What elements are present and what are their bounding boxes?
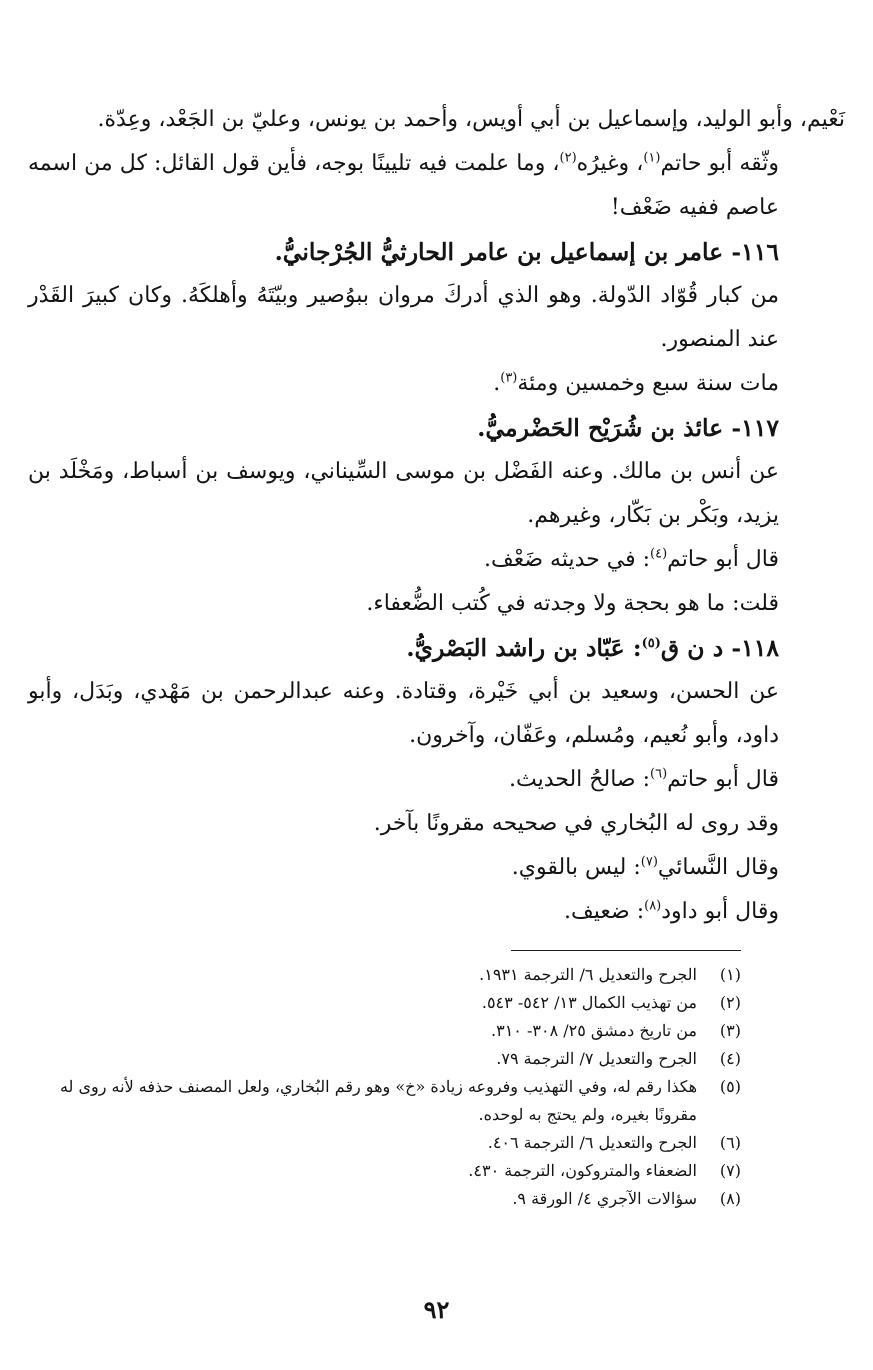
footnote-item: (١) الجرح والتعديل ٦/ الترجمة ١٩٣١. bbox=[479, 965, 741, 984]
footnote-ref-8[interactable]: (٨) bbox=[644, 898, 662, 914]
paragraph-12: وقال أبو داود$^{(٨)}$: ضعيف. bbox=[564, 898, 779, 924]
entry-heading-117: ١١٧- عائذ بن شُرَيْح الحَضْرميُّ. bbox=[477, 414, 779, 442]
paragraph-3: من كبار قُوّاد الدّولة. وهو الذي أدركَ مروان ببوُصير وبيّتَهُ وأهلكَهُ. وكان كبيرَ القَدْر عند المنصور. bbox=[28, 283, 779, 352]
footnote-ref-3[interactable]: (٣) bbox=[500, 370, 518, 386]
footnote-ref-5[interactable]: (٥) bbox=[641, 636, 661, 652]
footnote-item: (٢) من تهذيب الكمال ١٣/ ٥٤٢- ٥٤٣. bbox=[481, 993, 741, 1012]
paragraph-2: وثّقه أبو حاتم$^{(١)}$، وغيرُه$^{(٢)}$، وما علمت فيه تليينًا بوجه، فأين قول القائل: كل من اسمه عاصم ففيه ضَعْف! bbox=[28, 150, 779, 220]
paragraph-9: قال أبو حاتم$^{(٦)}$: صالحُ الحديث. bbox=[509, 766, 779, 792]
footnote-item: (٣) من تاريخ دمشق ٢٥/ ٣٠٨- ٣١٠. bbox=[491, 1021, 741, 1040]
paragraph-5: عن أنس بن مالك. وعنه الفَضْل بن موسى السِّيناني، ويوسف بن أسباط، ومَخْلَد بن يزيد، وبَكْر بن بَكّار، وغيرهم. bbox=[28, 459, 779, 528]
paragraph-1: نَعْيم، وأبو الوليد، وإسماعيل بن أبي أويس، وأحمد بن يونس، وعليّ بن الجَعْد، وعِدّة. bbox=[97, 107, 845, 132]
footnote-ref-1[interactable]: (١) bbox=[643, 150, 661, 166]
footnote-ref-6[interactable]: (٦) bbox=[650, 766, 668, 782]
main-text bbox=[28, 98, 845, 934]
entry-heading-118: ١١٨- د ن ق$^{(٥)}$: عَبّاد بن راشد البَصْريُّ. bbox=[406, 634, 779, 662]
footnote-item: (٦) الجرح والتعديل ٦/ الترجمة ٤٠٦. bbox=[487, 1133, 741, 1152]
footnote-ref-2[interactable]: (٢) bbox=[559, 150, 577, 166]
footnote-item: (٨) سؤالات الآجري ٤/ الورقة ٩. bbox=[512, 1189, 741, 1208]
paragraph-10: وقد روى له البُخاري في صحيحه مقرونًا بآخر. bbox=[373, 811, 779, 836]
footnote-divider bbox=[511, 950, 741, 951]
footnote-item: (٥) هكذا رقم له، وفي التهذيب وفروعه زيادة «خ» وهو رقم البُخاري، ولعل المصنف حذفه لأنه روى له مقرونًا بغيره، ولم يحتج به لوحده. bbox=[59, 1077, 741, 1124]
footnotes-list bbox=[28, 961, 845, 1213]
paragraph-8: عن الحسن، وسعيد بن أبي خَيْرة، وقتادة. وعنه عبدالرحمن بن مَهْدي، وبَدَل، وأبو داود، وأبو نُعيم، ومُسلم، وعَفّان، وآخرون. bbox=[28, 679, 779, 748]
paragraph-6: قال أبو حاتم$^{(٤)}$: في حديثه ضَعْف. bbox=[483, 546, 779, 572]
page-number: ٩٢ bbox=[423, 1295, 450, 1324]
footnote-item: (٧) الضعفاء والمتروكون، الترجمة ٤٣٠. bbox=[468, 1161, 741, 1180]
footnote-ref-4[interactable]: (٤) bbox=[650, 546, 668, 562]
entry-heading-116: ١١٦- عامر بن إسماعيل بن عامر الحارثيُّ الجُرْجانيُّ. bbox=[274, 238, 779, 266]
paragraph-11: وقال النَّسائي$^{(٧)}$: ليس بالقوي. bbox=[511, 854, 779, 880]
footnote-item: (٤) الجرح والتعديل ٧/ الترجمة ٧٩. bbox=[496, 1049, 741, 1068]
paragraph-7: قلت: ما هو بحجة ولا وجدته في كُتب الضُّعفاء. bbox=[366, 591, 779, 616]
footnote-ref-7[interactable]: (٧) bbox=[640, 854, 658, 870]
paragraph-4: مات سنة سبع وخمسين ومئة$^{(٣)}$. bbox=[493, 370, 779, 396]
